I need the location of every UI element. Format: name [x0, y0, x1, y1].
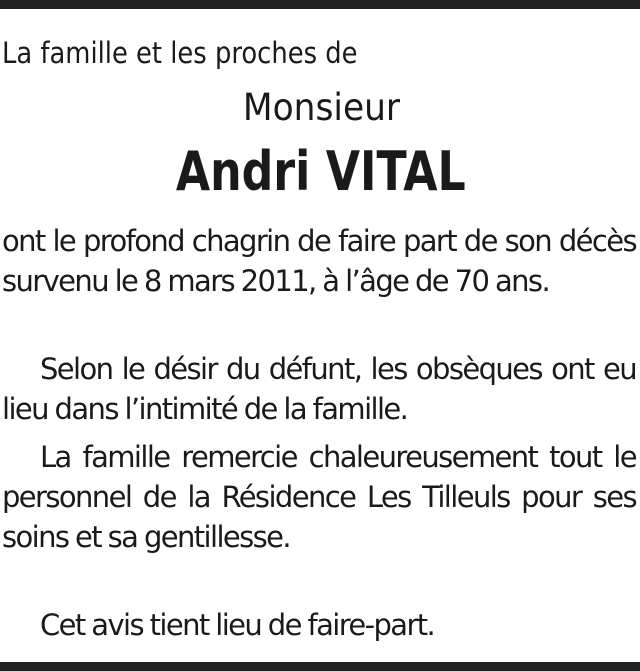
- deceased-name: [2, 142, 640, 202]
- bottom-border-rule: [0, 662, 640, 671]
- funeral-paragraph: Selon le désir du défunt, les obsèques ont eu lieu dans l’intimité de la famille.: [2, 352, 636, 426]
- intro-line: La famille et les proches de: [2, 36, 358, 70]
- closing-paragraph: Cet avis tient lieu de faire-part.: [40, 608, 435, 642]
- thanks-paragraph: La famille remercie chaleureusement tout le personnel de la Résidence Les Tilleuls pour ses soins et sa gentillesse.: [2, 440, 636, 554]
- honorific-text: Monsieur: [242, 86, 400, 129]
- death-notice: [2, 0, 636, 662]
- deceased-name-text: Andri VITAL: [176, 140, 466, 203]
- announcement-paragraph: ont le profond chagrin de faire part de son décès survenu le 8 mars 2011, à l’âge de 70 ans.: [2, 224, 636, 298]
- honorific-title: [2, 86, 640, 130]
